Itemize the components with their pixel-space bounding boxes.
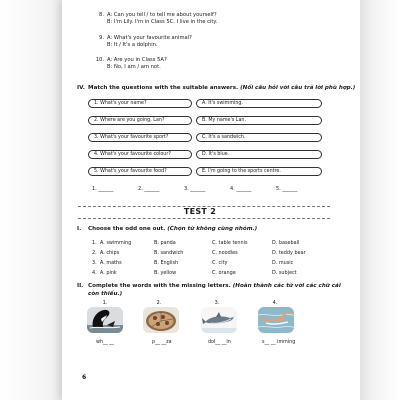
qa-item-8 [92, 12, 217, 26]
item-answer: B: I'm Lily. I'm in Class 5C. I live in the city. [107, 19, 218, 26]
match-question-4: 4. What's your favourite colour? [88, 150, 192, 159]
match-question-2: 2. Where are you going, Lan? [88, 116, 192, 125]
section-title-vi: (Nối câu hỏi với câu trả lời phù hợp.) [240, 85, 356, 91]
match-answer-e: E. I'm going to the sports centre. [196, 167, 322, 176]
missing-letters-word: dol__ __in [208, 340, 231, 345]
dolphin-icon [201, 307, 237, 333]
section-title-vi: (Hoàn thành các từ với các chữ cái [232, 283, 341, 289]
section-title-vi: (Chọn từ không cùng nhóm.) [167, 226, 258, 232]
choice-option[interactable]: C. noodles [212, 250, 238, 256]
match-answer-a: A. It's swimming. [196, 99, 322, 108]
picture-number: 4. [272, 300, 278, 306]
item-question: A: What's your favourite animal? [107, 35, 192, 41]
swimmer-icon [258, 307, 294, 333]
item-number: 8. [99, 12, 104, 18]
choice-option[interactable]: B. sandwich [154, 250, 184, 256]
section-iv-heading [77, 85, 355, 91]
test-title: TEST 2 [183, 207, 217, 216]
answer-blanks [92, 186, 322, 192]
whale-icon [87, 307, 123, 333]
choice-number: 4. [92, 270, 97, 276]
choice-number: 1. [92, 240, 97, 246]
picture-number: 3. [214, 300, 220, 306]
match-answer-d: D. It's blue. [196, 150, 322, 159]
choice-option[interactable]: C. orange [212, 270, 236, 276]
section-ii-heading [77, 283, 341, 289]
section-numeral: I. [77, 226, 82, 232]
choice-option[interactable]: C. table tennis [212, 240, 248, 246]
missing-letters-word: wh__ __ [96, 340, 115, 345]
picture-number: 1. [102, 300, 108, 306]
section-title: Match the questions with the suitable answers. [88, 85, 239, 91]
choice-option[interactable]: B. English [154, 260, 179, 266]
item-answer: B: It / It's a dolphin. [107, 42, 158, 49]
choice-option[interactable]: A. swimming [100, 240, 132, 246]
item-number: 10. [95, 57, 104, 63]
item-question: A: Are you in Class 5A? [107, 57, 167, 63]
choice-option[interactable]: B. yellow [154, 270, 177, 276]
missing-letters-word: s__ __ imming [262, 340, 296, 345]
section-numeral: IV. [77, 85, 85, 91]
choice-option[interactable]: D. music [272, 260, 294, 266]
choice-option[interactable]: A. chips [100, 250, 120, 256]
choice-option[interactable]: A. pink [100, 270, 117, 276]
choice-number: 3. [92, 260, 97, 266]
answer-blank-1[interactable]: 1. ______ [92, 186, 114, 192]
choice-option[interactable]: A. maths [100, 260, 122, 266]
scan-margin-right [360, 0, 400, 400]
choice-option[interactable]: D. teddy bear [272, 250, 306, 256]
item-question: A: Can you tell / to tell me about yourself? [107, 12, 217, 18]
match-question-3: 3. What's your favourite sport? [88, 133, 192, 142]
answer-blank-5[interactable]: 5. ______ [276, 186, 298, 192]
page-number: 6 [82, 374, 87, 381]
picture-number: 2. [156, 300, 162, 306]
choice-option[interactable]: C. city [212, 260, 228, 266]
choice-number: 2. [92, 250, 97, 256]
section-numeral: II. [77, 283, 84, 289]
choice-option[interactable]: B. panda [154, 240, 176, 246]
section-title: Choose the odd one out. [88, 226, 166, 232]
match-question-1: 1. What's your name? [88, 99, 192, 108]
scan-margin-left [0, 0, 62, 400]
section-i-heading [77, 226, 257, 232]
match-question-5: 5. What's your favourite food? [88, 167, 192, 176]
match-answer-c: C. It's a sandwich. [196, 133, 322, 142]
pizza-icon [143, 307, 179, 333]
item-number: 9. [99, 35, 104, 41]
choice-option[interactable]: D. subject [272, 270, 297, 276]
match-answer-b: B. My name's Lan. [196, 116, 322, 125]
choice-option[interactable]: D. baseball [272, 240, 300, 246]
missing-letters-word: p__ __za [152, 340, 172, 345]
section-title: Complete the words with the missing letters. [88, 283, 231, 289]
item-answer: B: No, I am / am not. [107, 64, 161, 71]
answer-blank-4[interactable]: 4. ______ [230, 186, 252, 192]
qa-item-10 [92, 57, 167, 71]
section-title-vi-cont: còn thiếu.) [88, 291, 123, 297]
qa-item-9 [92, 35, 192, 49]
section-ii-heading-cont [88, 291, 122, 297]
answer-blank-2[interactable]: 2. ______ [138, 186, 160, 192]
answer-blank-3[interactable]: 3. ______ [184, 186, 206, 192]
divider-bottom [78, 218, 330, 219]
